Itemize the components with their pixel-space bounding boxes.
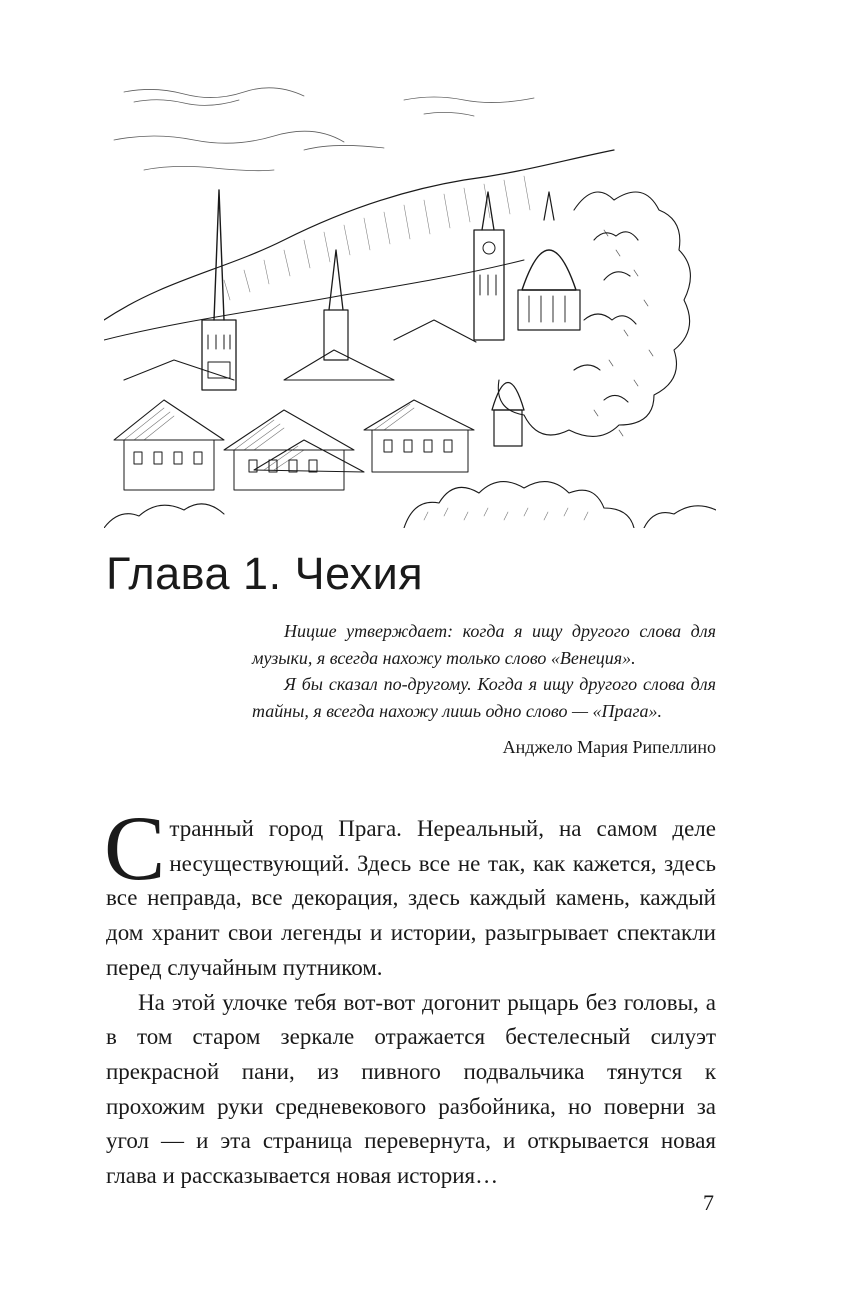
page-number: 7	[703, 1190, 714, 1215]
body-text	[104, 797, 716, 1194]
epigraph-author: Анджело Мария Рипеллино	[502, 737, 716, 757]
chapter-title: Глава 1. Чехия	[106, 548, 424, 599]
epigraph-paragraph: Ницше утверждает: когда я ищу другого слова для музыки, я всегда нахожу только слово «Венеция».	[252, 621, 716, 668]
drop-cap: С	[104, 797, 166, 899]
body-paragraph	[104, 797, 716, 986]
epigraph	[252, 618, 716, 761]
epigraph-paragraph: Я бы сказал по-другому. Когда я ищу другого слова для тайны, я всегда нахожу лишь одно слово — «Прага».	[252, 674, 716, 721]
body-paragraph-text: транный город Прага. Нереальный, на самом деле несуществующий. Здесь все не так, как кажется, здесь все неправда, все декорация, здесь каждый камень, каждый дом хранит свои легенды и истории, разыгрывает спектакли перед случайным путником.	[106, 816, 716, 980]
body-paragraph: На этой улочке тебя вот-вот догонит рыцарь без головы, а в том старом зеркале отражается бестелесный силуэт прекрасной пани, из пивного подвальчика тянутся к прохожим руки средневекового разбойника, но поверни за угол — и эта страница перевернута, и открывается новая глава и рассказывается новая история…	[106, 989, 716, 1189]
prague-cityscape-illustration	[104, 80, 716, 528]
